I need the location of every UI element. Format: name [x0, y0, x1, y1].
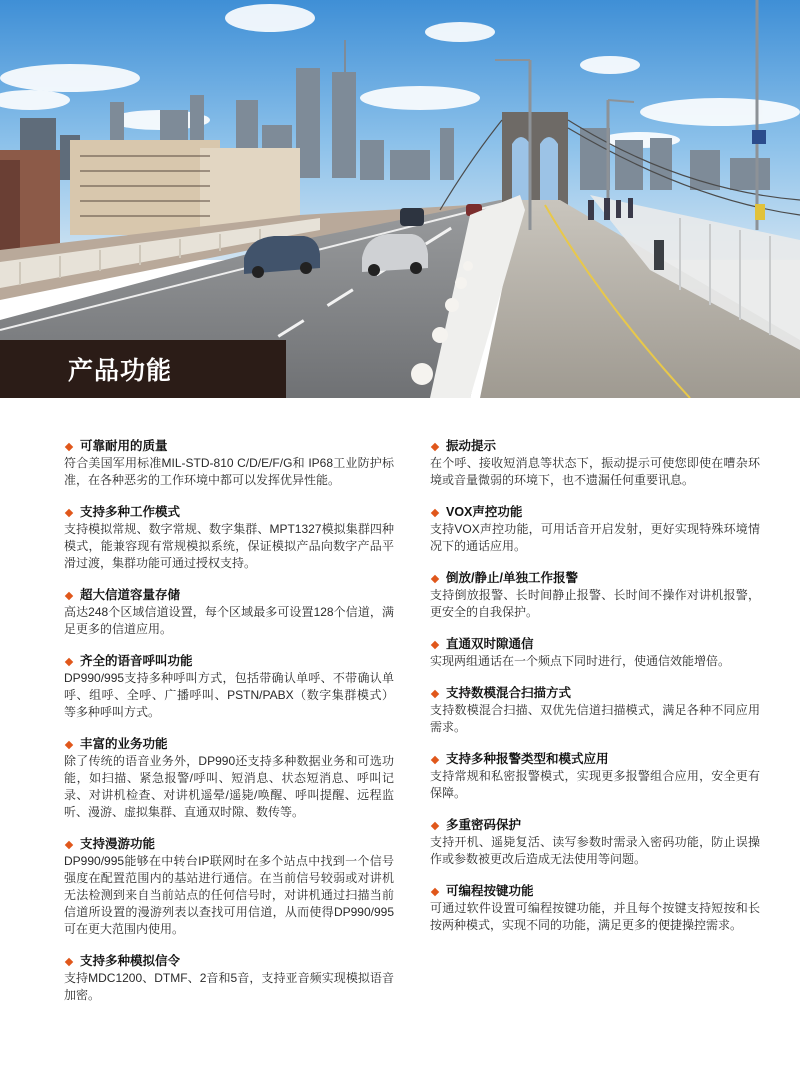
section-title-bar [0, 340, 286, 398]
feature-title: 超大信道容量存储 [80, 588, 181, 602]
bullet-diamond-icon [431, 442, 439, 450]
feature-title: 支持多种工作模式 [80, 505, 181, 519]
bullet-diamond-icon [65, 657, 73, 665]
bullet-diamond-icon [65, 508, 73, 516]
page-title: 产品功能 [68, 357, 173, 385]
feature-desc: 支持VOX声控功能，可用话音开启发射，更好实现特殊环境情况下的通话应用。 [430, 522, 760, 553]
bullet-diamond-icon [65, 840, 73, 848]
feature-desc: 支持数模混合扫描、双优先信道扫描模式，满足各种不同应用需求。 [430, 703, 760, 734]
feature-title: VOX声控功能 [446, 505, 523, 519]
features-right-column [430, 438, 760, 949]
feature-desc: DP990/995能够在中转台IP联网时在多个站点中找到一个信号强度在配置范围内的基站进行通信。在当前信号较弱或对讲机无法检测到来自当前站点的任何信号时，对讲机通过扫描当前信道所设置的漫游列表以查找可用信道，从而使得DP990/995可在更大范围内使用。 [64, 854, 394, 936]
feature-item [64, 438, 394, 489]
feature-desc: 高达248个区域信道设置，每个区域最多可设置128个信道，满足更多的信道应用。 [64, 605, 394, 636]
bullet-diamond-icon [65, 591, 73, 599]
bullet-diamond-icon [431, 755, 439, 763]
feature-title: 多重密码保护 [446, 818, 522, 832]
feature-title: 可靠耐用的质量 [80, 439, 168, 453]
feature-title: 直通双时隙通信 [446, 637, 534, 651]
feature-desc: 支持MDC1200、DTMF、2音和5音，支持亚音频实现模拟语音加密。 [64, 971, 394, 1002]
feature-desc: 在个呼、接收短消息等状态下，振动提示可使您即使在嘈杂环境或音量微弱的环境下，也不遗漏任何重要讯息。 [430, 456, 760, 487]
feature-item [64, 504, 394, 572]
feature-desc: 符合美国军用标准MIL-STD-810 C/D/E/F/G和 IP68工业防护标准，在各种恶劣的工作环境中都可以发挥优异性能。 [64, 456, 394, 487]
bullet-diamond-icon [431, 508, 439, 516]
feature-desc: 支持倒放报警、长时间静止报警、长时间不操作对讲机报警，更安全的自我保护。 [430, 588, 760, 619]
feature-item [430, 751, 760, 802]
feature-item [430, 504, 760, 555]
feature-item [64, 653, 394, 721]
bullet-diamond-icon [431, 689, 439, 697]
feature-desc: 除了传统的语音业务外，DP990还支持多种数据业务和可选功能，如扫描、紧急报警/呼叫、短消息、状态短消息、呼叫记录、对讲机检查、对讲机遥晕/遥毙/唤醒、呼叫提醒、远程监听、漫游、虚拟集群、直通双时隙、数传等。 [64, 754, 394, 819]
bullet-diamond-icon [431, 640, 439, 648]
feature-desc: DP990/995支持多种呼叫方式，包括带确认单呼、不带确认单呼、组呼、全呼、广播呼叫、PSTN/PABX（数字集群模式）等多种呼叫方式。 [64, 671, 394, 719]
feature-item [64, 736, 394, 821]
feature-title: 齐全的语音呼叫功能 [80, 654, 193, 668]
feature-item [64, 587, 394, 638]
bullet-diamond-icon [431, 821, 439, 829]
feature-desc: 支持常规和私密报警模式，实现更多报警组合应用，安全更有保障。 [430, 769, 760, 800]
feature-title: 振动提示 [446, 439, 497, 453]
feature-title: 支持漫游功能 [80, 837, 156, 851]
feature-item [64, 953, 394, 1004]
feature-item [430, 685, 760, 736]
feature-title: 支持数模混合扫描方式 [446, 686, 572, 700]
feature-item [430, 636, 760, 670]
feature-item [430, 817, 760, 868]
feature-item [430, 438, 760, 489]
hero-photo [0, 0, 800, 398]
feature-title: 支持多种报警类型和模式应用 [446, 752, 609, 766]
features-left-column [64, 438, 394, 1019]
feature-title: 可编程按键功能 [446, 884, 534, 898]
feature-desc: 支持开机、遥毙复活、读写参数时需录入密码功能，防止误操作或参数被更改后造成无法使用等问题。 [430, 835, 760, 866]
feature-desc: 支持模拟常规、数字常规、数字集群、MPT1327模拟集群四种模式，能兼容现有常规模拟系统，保证模拟产品向数字产品平滑过渡，集群功能可通过授权支持。 [64, 522, 394, 570]
feature-item [430, 570, 760, 621]
feature-desc: 实现两组通话在一个频点下同时进行，使通信效能增倍。 [430, 654, 731, 668]
feature-title: 倒放/静止/单独工作报警 [446, 571, 578, 585]
bullet-diamond-icon [431, 574, 439, 582]
feature-item [430, 883, 760, 934]
bullet-diamond-icon [431, 887, 439, 895]
bullet-diamond-icon [65, 442, 73, 450]
feature-item [64, 836, 394, 938]
feature-title: 支持多种模拟信令 [80, 954, 181, 968]
bullet-diamond-icon [65, 740, 73, 748]
feature-desc: 可通过软件设置可编程按键功能，并且每个按键支持短按和长按两种模式，实现不同的功能，满足更多的便捷操控需求。 [430, 901, 760, 932]
feature-title: 丰富的业务功能 [80, 737, 168, 751]
bullet-diamond-icon [65, 957, 73, 965]
